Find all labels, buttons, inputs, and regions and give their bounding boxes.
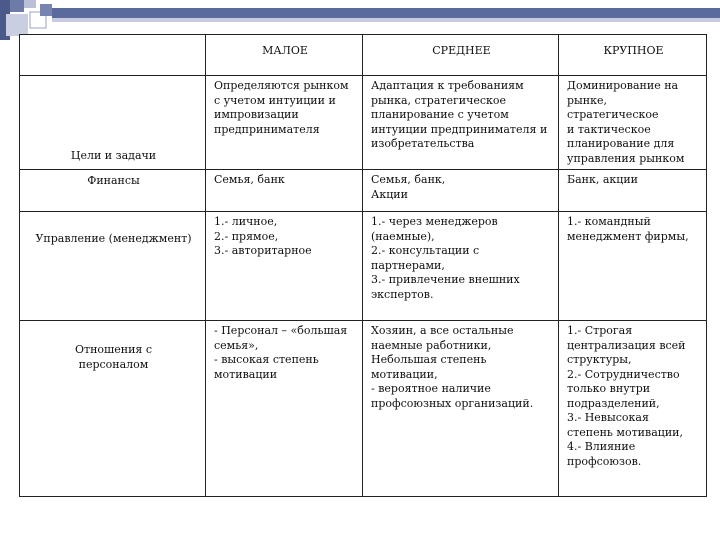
cell-large-goals: Доминирование на рынке, стратегическое и тактическое планирование для управления рынком xyxy=(559,76,707,170)
cell-medium-management: 1.- через менеджеров (наемные), 2.- консультации с партнерами, 3.- привлечение внешних экспертов. xyxy=(363,212,559,321)
cell-small-management: 1.- личное, 2.- прямое, 3.- авторитарное xyxy=(206,212,363,321)
cell-medium-personnel: Хозяин, а все остальные наемные работники, Небольшая степень мотивации, - вероятное наличие профсоюзных организаций. xyxy=(363,321,559,497)
decor-top-bar xyxy=(52,8,720,18)
table-row xyxy=(20,321,707,497)
table-row xyxy=(20,212,707,321)
table-row xyxy=(20,76,707,170)
header-medium: СРЕДНЕЕ xyxy=(363,35,559,76)
cell-small-goals: Определяются рынком с учетом интуиции и импровизации предпринимателя xyxy=(206,76,363,170)
row-label-finance: Финансы xyxy=(20,170,206,212)
comparison-table xyxy=(19,34,707,497)
cell-large-personnel: 1.- Строгая централизация всей структуры, 2.- Сотрудничество только внутри подразделений, 3.- Невысокая степень мотивации, 4.- Влияние профсоюзов. xyxy=(559,321,707,497)
header-small: МАЛОЕ xyxy=(206,35,363,76)
cell-small-finance: Семья, банк xyxy=(206,170,363,212)
cell-large-finance: Банк, акции xyxy=(559,170,707,212)
cell-small-personnel: - Персонал – «большая семья», - высокая степень мотивации xyxy=(206,321,363,497)
cell-medium-finance: Семья, банк, Акции xyxy=(363,170,559,212)
cell-large-management: 1.- командный менеджмент фирмы, xyxy=(559,212,707,321)
header-large: КРУПНОЕ xyxy=(559,35,707,76)
row-label-management: Управление (менеджмент) xyxy=(20,212,206,321)
cell-medium-goals: Адаптация к требованиям рынка, стратегическое планирование с учетом интуиции предпринимателя и изобретательства xyxy=(363,76,559,170)
table-header-row xyxy=(20,35,707,76)
header-empty-cell xyxy=(20,35,206,76)
row-label-personnel: Отношения с персоналом xyxy=(20,321,206,497)
table-row xyxy=(20,170,707,212)
row-label-goals: Цели и задачи xyxy=(20,76,206,170)
